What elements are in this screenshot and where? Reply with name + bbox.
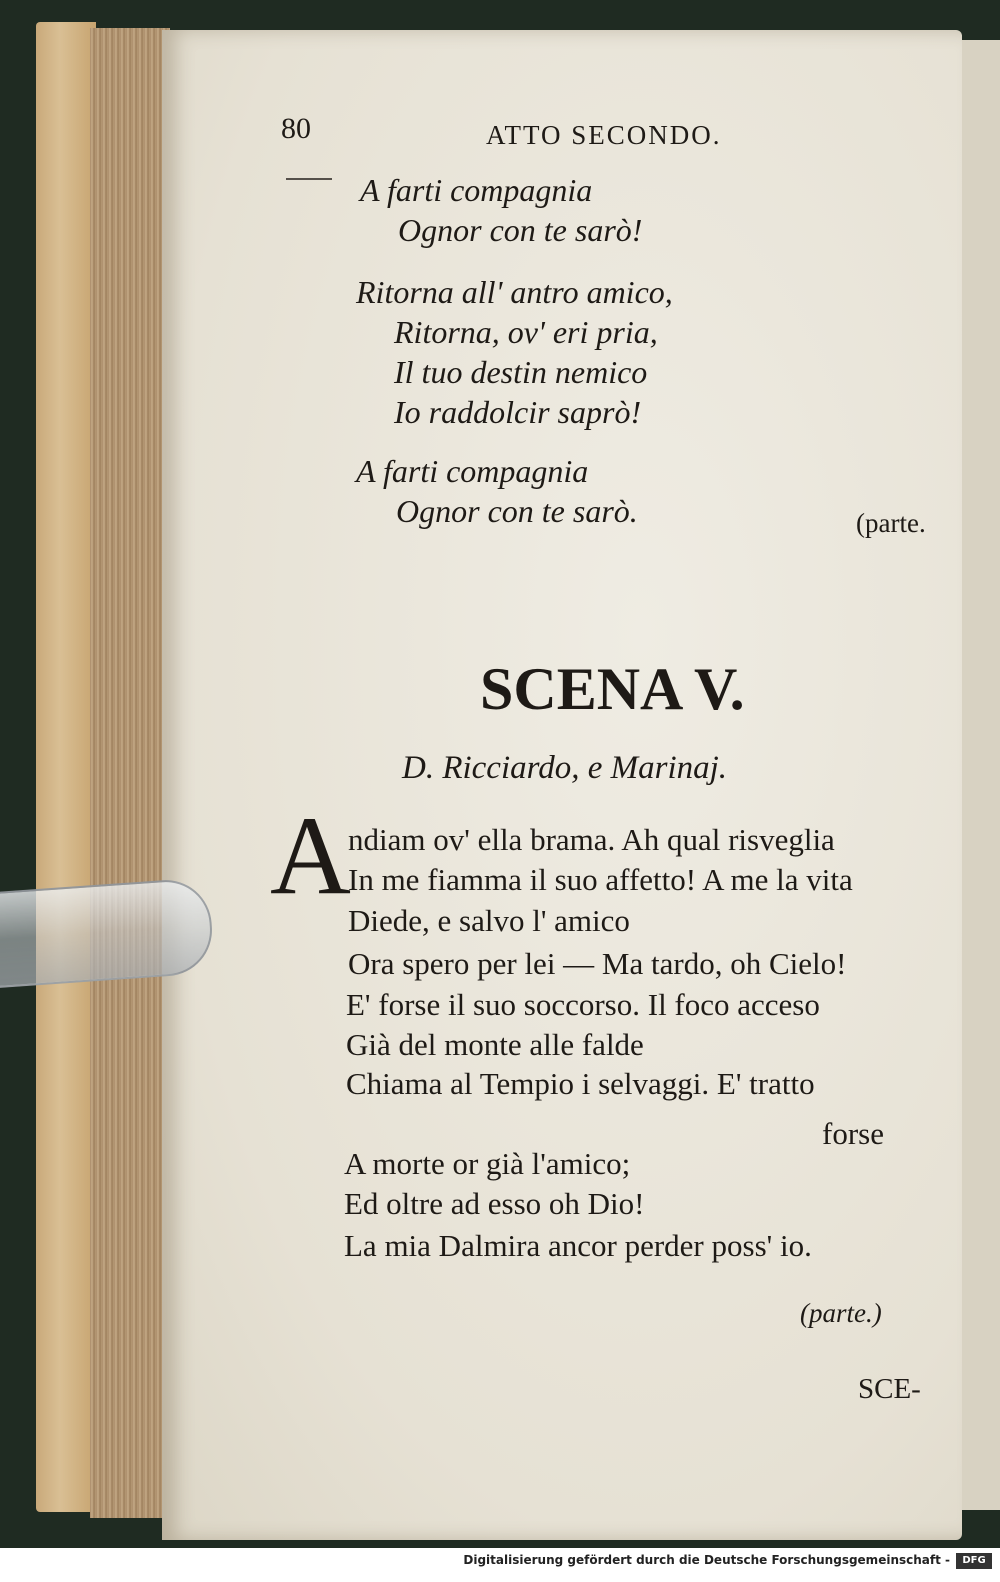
scene-title: SCENA V.	[480, 656, 745, 722]
verse-line: Il tuo destin nemico	[394, 354, 648, 390]
prose-line: forse	[822, 1116, 884, 1151]
stage-direction: (parte.	[856, 508, 926, 538]
verse-line: Io raddolcir saprò!	[394, 394, 642, 430]
scene-characters: D. Ricciardo, e Marinaj.	[402, 750, 728, 786]
drop-cap: A	[270, 794, 351, 918]
prose-line: In me fiamma il suo affetto! A me la vita	[348, 862, 853, 897]
prose-line: Già del monte alle falde	[346, 1027, 644, 1062]
page-stack	[90, 28, 170, 1518]
verse-line: A farti compagnia	[356, 453, 589, 489]
stage-direction: (parte.)	[800, 1298, 882, 1328]
prose-line: ndiam ov' ella brama. Ah qual risveglia	[348, 822, 835, 857]
dash-rule	[286, 178, 332, 180]
prose-line: Chiama al Tempio i selvaggi. E' tratto	[346, 1066, 815, 1101]
prose-line: E' forse il suo soccorso. Il foco acceso	[346, 987, 820, 1022]
verse-line: Ritorna, ov' eri pria,	[394, 314, 658, 350]
prose-line: Ed oltre ad esso oh Dio!	[344, 1186, 645, 1221]
page-number: 80	[281, 112, 311, 145]
prose-line: A morte or già l'amico;	[344, 1146, 631, 1181]
verse-line: A farti compagnia	[360, 172, 593, 208]
prose-line: Ora spero per lei — Ma tardo, oh Cielo!	[348, 946, 847, 981]
prose-line: La mia Dalmira ancor perder poss' io.	[344, 1228, 812, 1263]
verse-line: Ritorna all' antro amico,	[356, 274, 673, 310]
page-holder-ruler	[0, 877, 215, 989]
dfg-logo: DFG	[956, 1553, 992, 1569]
verse-line: Ognor con te sarò!	[398, 212, 643, 248]
footer-credit: Digitalisierung gefördert durch die Deutsche Forschungsgemeinschaft -	[463, 1553, 950, 1567]
catchword: SCE-	[858, 1373, 921, 1405]
verse-line: Ognor con te sarò.	[396, 493, 638, 529]
prose-line: Diede, e salvo l' amico	[348, 903, 630, 938]
facing-page-edge	[958, 40, 1000, 1510]
book-fore-edge	[36, 22, 96, 1512]
running-head: ATTO SECONDO.	[486, 120, 722, 150]
